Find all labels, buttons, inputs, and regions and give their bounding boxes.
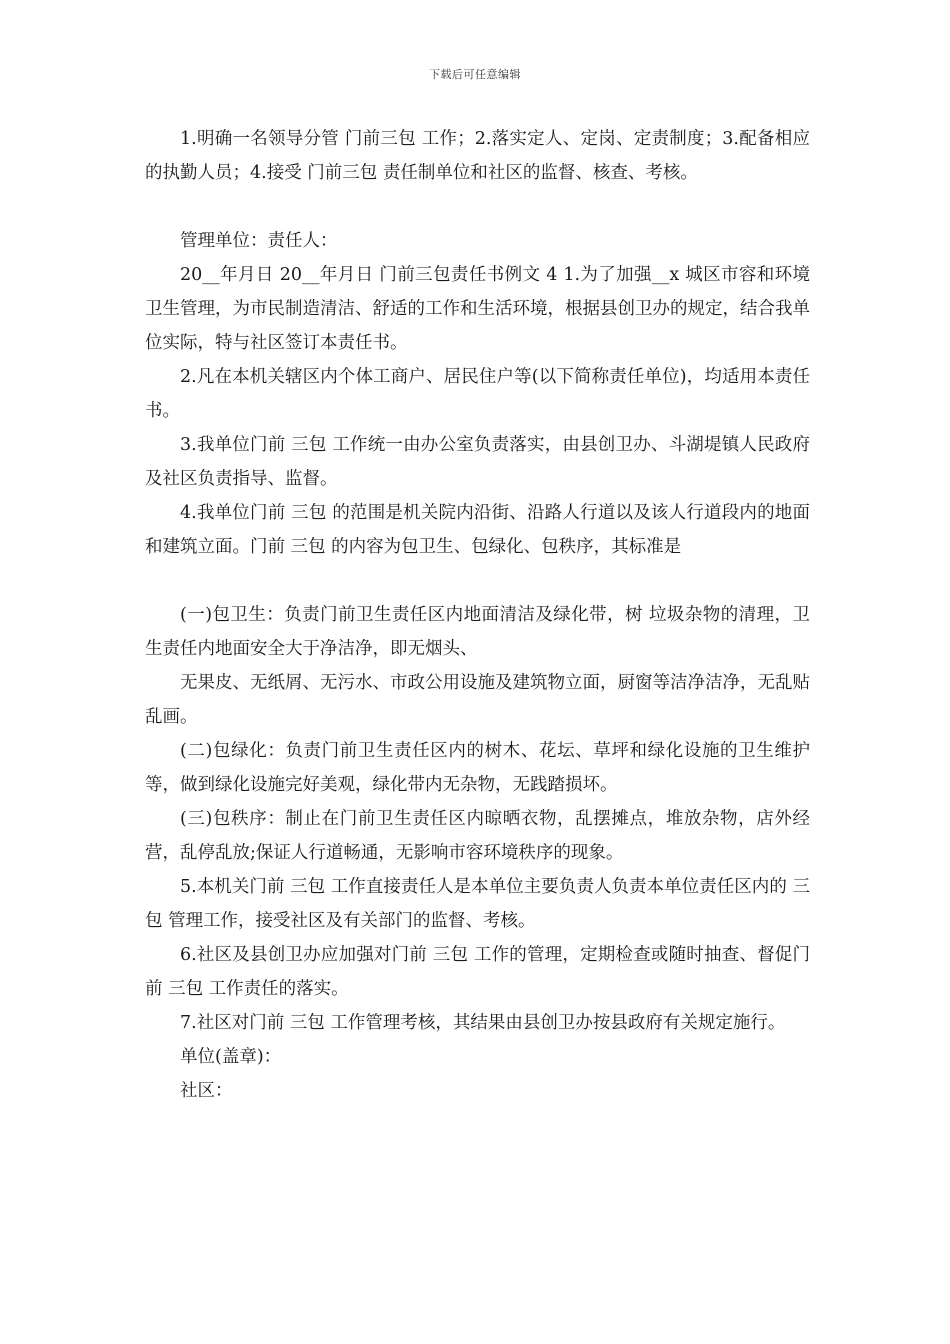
signature-unit: 单位(盖章)： (180, 1047, 282, 1067)
paragraph-2: 2.凡在本机关辖区内个体工商户、居民住户等(以下简称责任单位)，均适用本责任书。 (145, 367, 810, 421)
paragraph-sanitation: (一)包卫生：负责门前卫生责任区内地面清洁及绿化带，树 垃圾杂物的清理，卫生责任内地面安全大于净洁净，即无烟头、 (145, 605, 810, 659)
paragraph-7: 7.社区对门前 三包 工作管理考核，其结果由县创卫办按县政府有关规定施行。 (180, 1013, 786, 1033)
signature-community: 社区： (180, 1081, 233, 1101)
page-header-note: 下载后可任意编辑 (429, 68, 521, 81)
paragraph-3: 3.我单位门前 三包 工作统一由办公室负责落实，由县创卫办、斗湖堤镇人民政府及社区负责指导、监督。 (145, 435, 810, 489)
paragraph-4: 4.我单位门前 三包 的范围是机关院内沿街、沿路人行道以及该人行道段内的地面和建筑立面。门前 三包 的内容为包卫生、包绿化、包秩序，其标准是 (145, 503, 810, 557)
paragraph-5: 5.本机关门前 三包 工作直接责任人是本单位主要负责人负责本单位责任区内的 三包 管理工作，接受社区及有关部门的监督、考核。 (145, 877, 810, 931)
paragraph-management-unit: 管理单位：责任人： (180, 231, 338, 251)
document-body (145, 122, 810, 1108)
paragraph-intro: 20__年月日 20__年月日 门前三包责任书例文 4 1.为了加强__x 城区市容和环境卫生管理，为市民制造清洁、舒适的工作和生活环境，根据县创卫办的规定，结合我单位实际，特与社区签订本责任书。 (145, 265, 810, 353)
paragraph-order: (三)包秩序：制止在门前卫生责任区内晾晒衣物，乱摆摊点，堆放杂物，店外经营，乱停乱放;保证人行道畅通，无影响市容环境秩序的现象。 (145, 809, 810, 863)
paragraph-1: 1.明确一名领导分管 门前三包 工作；2.落实定人、定岗、定责制度；3.配备相应的执勤人员；4.接受 门前三包 责任制单位和社区的监督、核查、考核。 (145, 129, 810, 183)
paragraph-6: 6.社区及县创卫办应加强对门前 三包 工作的管理，定期检查或随时抽查、督促门前 三包 工作责任的落实。 (145, 945, 810, 999)
paragraph-sanitation-cont: 无果皮、无纸屑、无污水、市政公用设施及建筑物立面，厨窗等洁净洁净，无乱贴乱画。 (145, 673, 810, 727)
paragraph-greening: (二)包绿化：负责门前卫生责任区内的树木、花坛、草坪和绿化设施的卫生维护等，做到绿化设施完好美观，绿化带内无杂物，无践踏损坏。 (145, 741, 810, 795)
